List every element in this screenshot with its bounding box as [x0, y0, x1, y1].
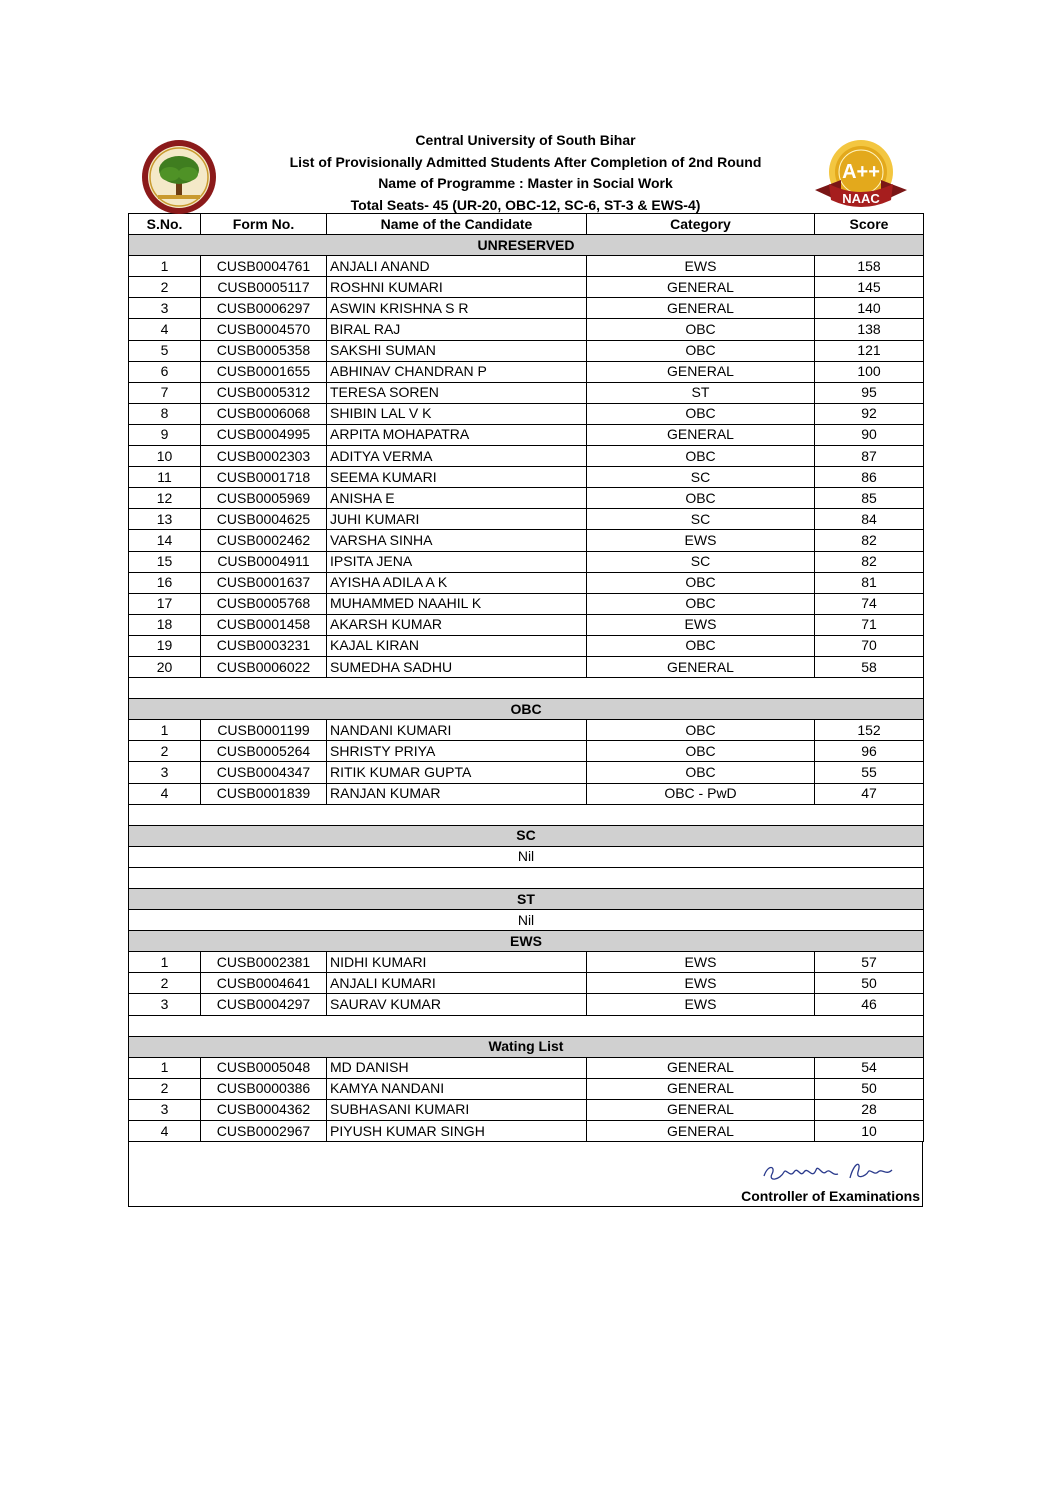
score: 47 — [815, 783, 924, 804]
score: 100 — [815, 361, 924, 382]
form-number: CUSB0004570 — [201, 319, 327, 340]
candidate-name: NIDHI KUMARI — [327, 952, 587, 973]
score: 50 — [815, 973, 924, 994]
section-title: OBC — [129, 699, 924, 720]
score: 50 — [815, 1078, 924, 1099]
serial-number: 7 — [129, 382, 201, 403]
candidate-name: ANISHA E — [327, 488, 587, 509]
serial-number: 9 — [129, 424, 201, 445]
serial-number: 1 — [129, 1057, 201, 1078]
candidate-name: SEEMA KUMARI — [327, 467, 587, 488]
spacer-row — [129, 678, 924, 699]
category: GENERAL — [587, 277, 815, 298]
form-number: CUSB0002381 — [201, 952, 327, 973]
table-row — [129, 509, 924, 530]
section-header-row — [129, 931, 924, 952]
category: OBC — [587, 340, 815, 361]
table-row — [129, 783, 924, 804]
form-number: CUSB0004761 — [201, 256, 327, 277]
score: 46 — [815, 994, 924, 1015]
score: 121 — [815, 340, 924, 361]
naac-badge-icon — [811, 134, 911, 216]
table-row — [129, 424, 924, 445]
category: SC — [587, 467, 815, 488]
form-number: CUSB0005768 — [201, 593, 327, 614]
list-title: List of Provisionally Admitted Students After Completion of 2nd Round — [289, 153, 762, 170]
category: SC — [587, 551, 815, 572]
serial-number: 17 — [129, 593, 201, 614]
table-row — [129, 656, 924, 677]
serial-number: 1 — [129, 952, 201, 973]
form-number: CUSB0000386 — [201, 1078, 327, 1099]
candidate-name: JUHI KUMARI — [327, 509, 587, 530]
nil-row — [129, 846, 924, 867]
serial-number: 13 — [129, 509, 201, 530]
score: 82 — [815, 551, 924, 572]
candidate-name: AKARSH KUMAR — [327, 614, 587, 635]
category: OBC — [587, 593, 815, 614]
section-header-row — [129, 235, 924, 256]
form-number: CUSB0004362 — [201, 1099, 327, 1120]
candidate-name: SHRISTY PRIYA — [327, 741, 587, 762]
score: 81 — [815, 572, 924, 593]
candidate-name: ANJALI ANAND — [327, 256, 587, 277]
col-candidate-name: Name of the Candidate — [327, 214, 587, 235]
table-row — [129, 741, 924, 762]
section-title: UNRESERVED — [129, 235, 924, 256]
table-row — [129, 551, 924, 572]
serial-number: 2 — [129, 1078, 201, 1099]
nil-row — [129, 910, 924, 931]
university-name: Central University of South Bihar — [415, 132, 636, 148]
form-number: CUSB0001839 — [201, 783, 327, 804]
serial-number: 18 — [129, 614, 201, 635]
score: 96 — [815, 741, 924, 762]
score: 85 — [815, 488, 924, 509]
candidate-name: ADITYA VERMA — [327, 446, 587, 467]
table-row — [129, 635, 924, 656]
score: 82 — [815, 530, 924, 551]
admission-table — [128, 213, 924, 1142]
signature-image — [758, 1154, 898, 1188]
serial-number: 4 — [129, 1121, 201, 1142]
section-header-row — [129, 1036, 924, 1057]
category: OBC — [587, 741, 815, 762]
candidate-name: RITIK KUMAR GUPTA — [327, 762, 587, 783]
candidate-name: KAMYA NANDANI — [327, 1078, 587, 1099]
table-row — [129, 973, 924, 994]
form-number: CUSB0001458 — [201, 614, 327, 635]
score: 87 — [815, 446, 924, 467]
form-number: CUSB0005358 — [201, 340, 327, 361]
spacer-cell — [129, 1015, 924, 1036]
table-row — [129, 1057, 924, 1078]
form-number: CUSB0004297 — [201, 994, 327, 1015]
col-category: Category — [587, 214, 815, 235]
score: 10 — [815, 1121, 924, 1142]
category: EWS — [587, 994, 815, 1015]
category: GENERAL — [587, 1057, 815, 1078]
section-header-row — [129, 699, 924, 720]
serial-number: 14 — [129, 530, 201, 551]
form-number: CUSB0005264 — [201, 741, 327, 762]
candidate-name: PIYUSH KUMAR SINGH — [327, 1121, 587, 1142]
candidate-name: MD DANISH — [327, 1057, 587, 1078]
form-number: CUSB0004625 — [201, 509, 327, 530]
programme-name: Name of Programme : Master in Social Work — [378, 175, 673, 191]
table-row — [129, 256, 924, 277]
category: OBC — [587, 572, 815, 593]
serial-number: 1 — [129, 256, 201, 277]
serial-number: 2 — [129, 277, 201, 298]
score: 86 — [815, 467, 924, 488]
naac-ribbon-text: NAAC — [842, 191, 880, 206]
document-header — [128, 130, 923, 213]
candidate-name: RANJAN KUMAR — [327, 783, 587, 804]
category: EWS — [587, 530, 815, 551]
form-number: CUSB0002462 — [201, 530, 327, 551]
score: 95 — [815, 382, 924, 403]
category: OBC — [587, 446, 815, 467]
serial-number: 20 — [129, 656, 201, 677]
category: GENERAL — [587, 1099, 815, 1120]
serial-number: 5 — [129, 340, 201, 361]
table-row — [129, 530, 924, 551]
score: 55 — [815, 762, 924, 783]
category: GENERAL — [587, 361, 815, 382]
candidate-name: SUMEDHA SADHU — [327, 656, 587, 677]
candidate-name: SHIBIN LAL V K — [327, 403, 587, 424]
naac-grade: A++ — [842, 161, 880, 183]
serial-number: 11 — [129, 467, 201, 488]
candidate-name: VARSHA SINHA — [327, 530, 587, 551]
candidate-name: SAURAV KUMAR — [327, 994, 587, 1015]
form-number: CUSB0003231 — [201, 635, 327, 656]
table-row — [129, 277, 924, 298]
serial-number: 3 — [129, 298, 201, 319]
category: OBC — [587, 319, 815, 340]
table-row — [129, 720, 924, 741]
score: 152 — [815, 720, 924, 741]
table-row — [129, 952, 924, 973]
category: OBC — [587, 635, 815, 656]
score: 140 — [815, 298, 924, 319]
nil-text: Nil — [129, 910, 924, 931]
form-number: CUSB0005117 — [201, 277, 327, 298]
signature-block — [128, 1142, 923, 1207]
spacer-cell — [129, 804, 924, 825]
serial-number: 8 — [129, 403, 201, 424]
col-score: Score — [815, 214, 924, 235]
spacer-row — [129, 1015, 924, 1036]
col-form-no: Form No. — [201, 214, 327, 235]
category: EWS — [587, 256, 815, 277]
category: GENERAL — [587, 298, 815, 319]
table-row — [129, 467, 924, 488]
form-number: CUSB0002303 — [201, 446, 327, 467]
form-number: CUSB0005312 — [201, 382, 327, 403]
form-number: CUSB0006297 — [201, 298, 327, 319]
category: GENERAL — [587, 424, 815, 445]
serial-number: 6 — [129, 361, 201, 382]
candidate-name: TERESA SOREN — [327, 382, 587, 403]
candidate-name: ARPITA MOHAPATRA — [327, 424, 587, 445]
form-number: CUSB0006022 — [201, 656, 327, 677]
serial-number: 15 — [129, 551, 201, 572]
score: 70 — [815, 635, 924, 656]
candidate-name: ASWIN KRISHNA S R — [327, 298, 587, 319]
category: SC — [587, 509, 815, 530]
table-row — [129, 361, 924, 382]
score: 54 — [815, 1057, 924, 1078]
table-row — [129, 572, 924, 593]
col-sno: S.No. — [129, 214, 201, 235]
table-header-row — [129, 214, 924, 235]
category: OBC — [587, 488, 815, 509]
candidate-name: SAKSHI SUMAN — [327, 340, 587, 361]
candidate-name: SUBHASANI KUMARI — [327, 1099, 587, 1120]
score: 58 — [815, 656, 924, 677]
candidate-name: NANDANI KUMARI — [327, 720, 587, 741]
form-number: CUSB0004995 — [201, 424, 327, 445]
table-row — [129, 1121, 924, 1142]
table-row — [129, 446, 924, 467]
spacer-row — [129, 804, 924, 825]
serial-number: 2 — [129, 741, 201, 762]
table-row — [129, 382, 924, 403]
spacer-cell — [129, 678, 924, 699]
category: EWS — [587, 973, 815, 994]
table-row — [129, 340, 924, 361]
table-row — [129, 593, 924, 614]
serial-number: 12 — [129, 488, 201, 509]
candidate-name: ANJALI KUMARI — [327, 973, 587, 994]
table-body — [129, 235, 924, 1142]
category: OBC — [587, 720, 815, 741]
document-sheet — [128, 130, 923, 1207]
serial-number: 19 — [129, 635, 201, 656]
section-header-row — [129, 825, 924, 846]
section-header-row — [129, 889, 924, 910]
form-number: CUSB0005969 — [201, 488, 327, 509]
table-row — [129, 319, 924, 340]
form-number: CUSB0001199 — [201, 720, 327, 741]
candidate-name: ROSHNI KUMARI — [327, 277, 587, 298]
spacer-cell — [129, 867, 924, 888]
category: GENERAL — [587, 1121, 815, 1142]
score: 158 — [815, 256, 924, 277]
form-number: CUSB0004911 — [201, 551, 327, 572]
table-row — [129, 403, 924, 424]
form-number: CUSB0004641 — [201, 973, 327, 994]
total-seats: Total Seats- 45 (UR-20, OBC-12, SC-6, ST-3 & EWS-4) — [350, 196, 701, 213]
category: OBC — [587, 762, 815, 783]
serial-number: 3 — [129, 994, 201, 1015]
category: GENERAL — [587, 1078, 815, 1099]
category: ST — [587, 382, 815, 403]
serial-number: 1 — [129, 720, 201, 741]
score: 57 — [815, 952, 924, 973]
table-row — [129, 994, 924, 1015]
form-number: CUSB0006068 — [201, 403, 327, 424]
score: 145 — [815, 277, 924, 298]
table-row — [129, 1099, 924, 1120]
candidate-name: MUHAMMED NAAHIL K — [327, 593, 587, 614]
score: 71 — [815, 614, 924, 635]
candidate-name: IPSITA JENA — [327, 551, 587, 572]
category: EWS — [587, 614, 815, 635]
table-row — [129, 614, 924, 635]
candidate-name: BIRAL RAJ — [327, 319, 587, 340]
serial-number: 16 — [129, 572, 201, 593]
candidate-name: ABHINAV CHANDRAN P — [327, 361, 587, 382]
candidate-name: KAJAL KIRAN — [327, 635, 587, 656]
score: 74 — [815, 593, 924, 614]
category: EWS — [587, 952, 815, 973]
table-row — [129, 762, 924, 783]
table-row — [129, 298, 924, 319]
score: 28 — [815, 1099, 924, 1120]
score: 84 — [815, 509, 924, 530]
section-title: SC — [129, 825, 924, 846]
category: OBC — [587, 403, 815, 424]
score: 138 — [815, 319, 924, 340]
spacer-row — [129, 867, 924, 888]
serial-number: 10 — [129, 446, 201, 467]
score: 90 — [815, 424, 924, 445]
serial-number: 4 — [129, 783, 201, 804]
form-number: CUSB0005048 — [201, 1057, 327, 1078]
section-title: Wating List — [129, 1036, 924, 1057]
form-number: CUSB0004347 — [201, 762, 327, 783]
serial-number: 4 — [129, 319, 201, 340]
serial-number: 2 — [129, 973, 201, 994]
serial-number: 3 — [129, 1099, 201, 1120]
form-number: CUSB0001655 — [201, 361, 327, 382]
section-title: ST — [129, 889, 924, 910]
controller-of-examinations: Controller of Examinations — [741, 1188, 920, 1205]
section-title: EWS — [129, 931, 924, 952]
category: OBC - PwD — [587, 783, 815, 804]
score: 92 — [815, 403, 924, 424]
table-row — [129, 1078, 924, 1099]
form-number: CUSB0001637 — [201, 572, 327, 593]
nil-text: Nil — [129, 846, 924, 867]
form-number: CUSB0001718 — [201, 467, 327, 488]
candidate-name: AYISHA ADILA A K — [327, 572, 587, 593]
category: GENERAL — [587, 656, 815, 677]
form-number: CUSB0002967 — [201, 1121, 327, 1142]
table-row — [129, 488, 924, 509]
serial-number: 3 — [129, 762, 201, 783]
